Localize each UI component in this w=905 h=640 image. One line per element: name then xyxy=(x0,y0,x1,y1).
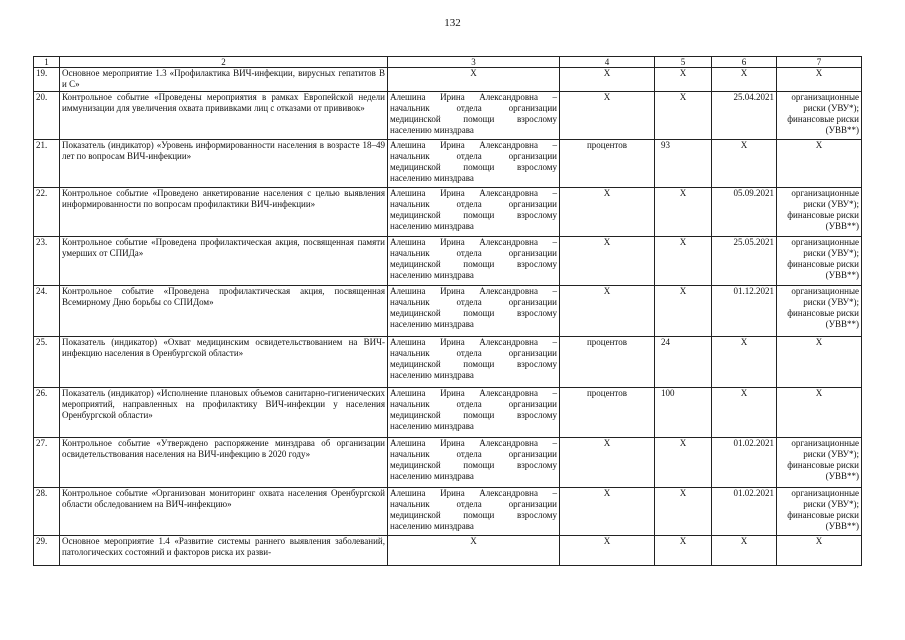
risk-line: риски (УВУ*); xyxy=(803,296,859,307)
risk-line: организационные xyxy=(791,285,859,296)
page-number: 132 xyxy=(444,17,461,29)
risks-cell xyxy=(777,487,862,535)
responsible-cell: Алешина Ирина Александровна – начальник отдела организации медицинской помощи взрослому населению минздрава xyxy=(388,139,560,187)
risks-cell xyxy=(777,285,862,336)
date-cell: 01.02.2021 xyxy=(712,437,777,487)
value-cell: X xyxy=(655,236,712,285)
row-number-cell: 28. xyxy=(34,487,60,535)
risk-line: организационные xyxy=(791,236,859,247)
unit-cell: X xyxy=(560,236,655,285)
table-row xyxy=(34,487,862,535)
value-cell: 93 xyxy=(655,139,712,187)
risk-line: X xyxy=(815,535,823,546)
risk-line: (УВВ**) xyxy=(825,521,859,532)
table-row xyxy=(34,535,862,565)
risk-line: (УВВ**) xyxy=(825,471,859,482)
table-row xyxy=(34,285,862,336)
measure-name-cell: Контрольное событие «Проведена профилактическая акция, посвященная памяти умерших от СПИДа» xyxy=(60,236,388,285)
unit-cell: X xyxy=(560,187,655,236)
table-row xyxy=(34,387,862,437)
risk-line: организационные xyxy=(791,437,859,448)
measure-name-cell: Основное мероприятие 1.4 «Развитие системы раннего выявления заболеваний, патологических состояний и факторов риска их разви- xyxy=(60,535,388,565)
date-cell: X xyxy=(712,68,777,92)
row-number-cell: 24. xyxy=(34,285,60,336)
table-row xyxy=(34,336,862,387)
date-cell: X xyxy=(712,535,777,565)
responsible-cell: X xyxy=(388,535,560,565)
column-header: 5 xyxy=(655,57,712,68)
risk-line: финансовые риски xyxy=(787,114,859,125)
measure-name-cell: Контрольное событие «Утверждено распоряжение минздрава об организации освидетельствования населения на ВИЧ-инфекцию в 2020 году» xyxy=(60,437,388,487)
unit-cell: процентов xyxy=(560,387,655,437)
risks-cell xyxy=(777,187,862,236)
unit-cell: X xyxy=(560,285,655,336)
unit-cell: процентов xyxy=(560,336,655,387)
header-row xyxy=(34,57,862,68)
measure-name-cell: Контрольное событие «Проведены мероприятия в рамках Европейской недели иммунизации для увеличения охвата прививками лиц с отказами от прививок» xyxy=(60,91,388,139)
table-row xyxy=(34,139,862,187)
row-number-cell: 22. xyxy=(34,187,60,236)
risk-line: организационные xyxy=(791,187,859,198)
risk-line: организационные xyxy=(791,91,859,102)
risk-line: (УВВ**) xyxy=(825,125,859,136)
risks-cell xyxy=(777,387,862,437)
column-header: 3 xyxy=(388,57,560,68)
unit-cell: X xyxy=(560,437,655,487)
risk-line: финансовые риски xyxy=(787,259,859,270)
date-cell: 01.12.2021 xyxy=(712,285,777,336)
risk-line: риски (УВУ*); xyxy=(803,448,859,459)
risks-cell xyxy=(777,68,862,92)
date-cell: 01.02.2021 xyxy=(712,487,777,535)
responsible-cell: Алешина Ирина Александровна – начальник отдела организации медицинской помощи взрослому населению минздрава xyxy=(388,236,560,285)
risk-line: (УВВ**) xyxy=(825,221,859,232)
risk-line: X xyxy=(815,336,823,347)
date-cell: X xyxy=(712,139,777,187)
risks-cell xyxy=(777,336,862,387)
risks-cell xyxy=(777,535,862,565)
column-header: 4 xyxy=(560,57,655,68)
measures-table xyxy=(33,56,862,566)
table-row xyxy=(34,187,862,236)
responsible-cell: Алешина Ирина Александровна – начальник отдела организации медицинской помощи взрослому населению минздрава xyxy=(388,387,560,437)
risk-line: финансовые риски xyxy=(787,308,859,319)
table-row xyxy=(34,236,862,285)
risk-line: (УВВ**) xyxy=(825,270,859,281)
row-number-cell: 26. xyxy=(34,387,60,437)
value-cell: 24 xyxy=(655,336,712,387)
row-number-cell: 27. xyxy=(34,437,60,487)
risks-cell xyxy=(777,236,862,285)
value-cell: X xyxy=(655,437,712,487)
date-cell: X xyxy=(712,387,777,437)
responsible-cell: Алешина Ирина Александровна – начальник отдела организации медицинской помощи взрослому населению минздрава xyxy=(388,336,560,387)
measure-name-cell: Контрольное событие «Проведено анкетирование населения с целью выявления информированности по вопросам профилактики ВИЧ-инфекции» xyxy=(60,187,388,236)
responsible-cell: Алешина Ирина Александровна – начальник отдела организации медицинской помощи взрослому населению минздрава xyxy=(388,285,560,336)
table-body xyxy=(34,68,862,566)
unit-cell: X xyxy=(560,91,655,139)
row-number-cell: 19. xyxy=(34,68,60,92)
measure-name-cell: Показатель (индикатор) «Охват медицинским освидетельствованием на ВИЧ-инфекцию населения в Оренбургской области» xyxy=(60,336,388,387)
value-cell: X xyxy=(655,91,712,139)
table-row xyxy=(34,91,862,139)
row-number-cell: 25. xyxy=(34,336,60,387)
column-header: 2 xyxy=(60,57,388,68)
responsible-cell: Алешина Ирина Александровна – начальник отдела организации медицинской помощи взрослому населению минздрава xyxy=(388,91,560,139)
value-cell: X xyxy=(655,68,712,92)
risk-line: риски (УВУ*); xyxy=(803,247,859,258)
risk-line: финансовые риски xyxy=(787,510,859,521)
unit-cell: процентов xyxy=(560,139,655,187)
risks-cell xyxy=(777,437,862,487)
unit-cell: X xyxy=(560,68,655,92)
row-number-cell: 21. xyxy=(34,139,60,187)
unit-cell: X xyxy=(560,487,655,535)
risk-line: финансовые риски xyxy=(787,210,859,221)
date-cell: 25.04.2021 xyxy=(712,91,777,139)
table-row xyxy=(34,437,862,487)
risks-cell xyxy=(777,91,862,139)
value-cell: X xyxy=(655,187,712,236)
column-header: 7 xyxy=(777,57,862,68)
value-cell: X xyxy=(655,487,712,535)
responsible-cell: Алешина Ирина Александровна – начальник отдела организации медицинской помощи взрослому населению минздрава xyxy=(388,187,560,236)
responsible-cell: Алешина Ирина Александровна – начальник отдела организации медицинской помощи взрослому населению минздрава xyxy=(388,487,560,535)
measure-name-cell: Основное мероприятие 1.3 «Профилактика ВИЧ-инфекции, вирусных гепатитов В и С» xyxy=(60,68,388,92)
row-number-cell: 29. xyxy=(34,535,60,565)
value-cell: X xyxy=(655,535,712,565)
column-header: 1 xyxy=(34,57,60,68)
risk-line: X xyxy=(815,139,823,150)
value-cell: 100 xyxy=(655,387,712,437)
row-number-cell: 20. xyxy=(34,91,60,139)
risk-line: риски (УВУ*); xyxy=(803,102,859,113)
risk-line: X xyxy=(815,387,823,398)
unit-cell: X xyxy=(560,535,655,565)
risk-line: (УВВ**) xyxy=(825,319,859,330)
risk-line: организационные xyxy=(791,487,859,498)
date-cell: 25.05.2021 xyxy=(712,236,777,285)
date-cell: 05.09.2021 xyxy=(712,187,777,236)
measure-name-cell: Контрольное событие «Проведена профилактическая акция, посвященная Всемирному Дню борьбы со СПИДом» xyxy=(60,285,388,336)
date-cell: X xyxy=(712,336,777,387)
responsible-cell: X xyxy=(388,68,560,92)
row-number-cell: 23. xyxy=(34,236,60,285)
risk-line: риски (УВУ*); xyxy=(803,498,859,509)
measure-name-cell: Контрольное событие «Организован мониторинг охвата населения Оренбургской области обследованием на ВИЧ-инфекцию» xyxy=(60,487,388,535)
measure-name-cell: Показатель (индикатор) «Уровень информированности населения в возрасте 18–49 лет по вопросам ВИЧ-инфекции» xyxy=(60,139,388,187)
risk-line: финансовые риски xyxy=(787,460,859,471)
responsible-cell: Алешина Ирина Александровна – начальник отдела организации медицинской помощи взрослому населению минздрава xyxy=(388,437,560,487)
value-cell: X xyxy=(655,285,712,336)
risks-cell xyxy=(777,139,862,187)
measure-name-cell: Показатель (индикатор) «Исполнение плановых объемов санитарно-гигиенических мероприятий, направленных на профилактику ВИЧ-инфекции у населения Оренбургской области» xyxy=(60,387,388,437)
risk-line: X xyxy=(815,68,823,78)
risk-line: риски (УВУ*); xyxy=(803,198,859,209)
column-header: 6 xyxy=(712,57,777,68)
table-row xyxy=(34,68,862,92)
